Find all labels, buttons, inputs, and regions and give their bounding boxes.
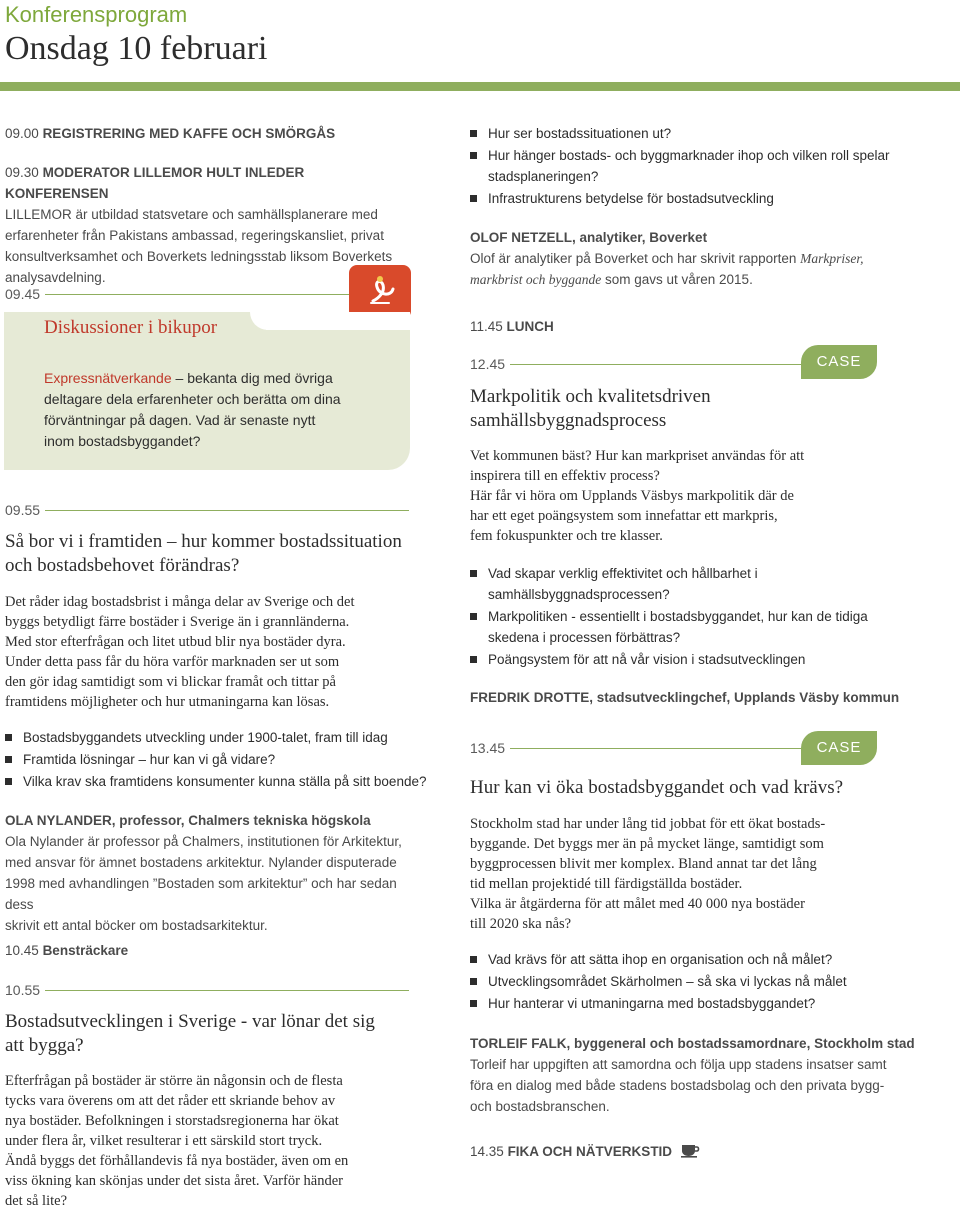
body-line: byggande. Det byggs mer än på mycket länge, samtidigt som: [470, 836, 824, 852]
bullet-text: Vad krävs för att sätta ihop en organisation och nå målet?: [488, 952, 833, 967]
item-lunch: [470, 316, 554, 337]
body-line: Under detta pass får du höra varför marknaden ser ut som: [5, 654, 340, 670]
title-line: samhällsbyggnadsprocess: [470, 410, 667, 431]
session-bullets: [470, 563, 930, 671]
body-line: det så lite?: [5, 1193, 68, 1209]
session-title: Hur kan vi öka bostadsbyggandet och vad krävs?: [470, 777, 844, 798]
title-line: att bygga?: [5, 1035, 84, 1056]
bio-text: som gavs ut våren 2015.: [601, 272, 753, 287]
bullet-square-icon: [470, 656, 477, 663]
divider-line: [510, 364, 802, 365]
text-line: – bekanta dig med övriga: [171, 370, 333, 386]
session-body: [5, 592, 425, 712]
bullet-square-icon: [470, 956, 477, 963]
bullet-text: samhällsbyggnadsprocessen?: [488, 587, 670, 602]
session-time: 13.45: [470, 740, 506, 756]
case-badge: CASE: [801, 345, 877, 379]
item-title: Bensträckare: [42, 943, 129, 958]
title-line: Bostadsutvecklingen i Sverige - var lönar det sig: [5, 1011, 375, 1032]
speaker-name: TORLEIF FALK, byggeneral och bostadssamordnare, Stockholm stad: [470, 1036, 915, 1051]
body-line: Ändå byggs det förhållandevis få nya bostäder, även om en: [5, 1153, 349, 1169]
list-item: [470, 949, 930, 970]
divider-line: [510, 748, 802, 749]
list-item: [5, 771, 435, 792]
session-bullets: [470, 949, 930, 1015]
bullet-square-icon: [470, 613, 477, 620]
session-time: 10.55: [5, 982, 41, 998]
bullet-square-icon: [470, 570, 477, 577]
item-time: 09.00: [5, 126, 39, 141]
bio-line: och bostadsbranschen.: [470, 1099, 610, 1114]
bullet-text: Vilka krav ska framtidens konsumenter kunna ställa på sitt boende?: [23, 774, 427, 789]
bullet-square-icon: [5, 756, 12, 763]
session-time: 09.55: [5, 502, 41, 518]
list-item: [5, 749, 435, 770]
speaker-bio: [470, 1054, 950, 1117]
header-divider: [0, 82, 960, 91]
item-time: 09.30: [5, 165, 39, 180]
body-line: har ett eget poängsystem som innefattar ett markpris,: [470, 508, 778, 524]
session-bullets: [5, 727, 435, 793]
bio-text: Olof är analytiker på Boverket och har skrivit rapporten: [470, 251, 801, 266]
list-item: [470, 188, 930, 209]
list-item: [470, 123, 930, 144]
item-time: 14.35: [470, 1144, 504, 1159]
body-line: den gör idag samtidigt som vi blickar framåt och tittar på: [5, 674, 336, 690]
panel-join: [250, 330, 410, 348]
body-line: Här får vi höra om Upplands Väsbys markpolitik där de: [470, 488, 794, 504]
coffee-cup-icon: [680, 1142, 702, 1158]
program-label: Konferensprogram: [5, 2, 188, 27]
bullet-square-icon: [470, 978, 477, 985]
text-line: deltagare dela erfarenheter och berätta om dina: [44, 391, 341, 407]
list-item: [470, 971, 930, 992]
bio-line: 1998 med avhandlingen ”Bostaden som arkitektur” och har sedan dess: [5, 876, 397, 912]
conference-logo-icon: [349, 265, 411, 319]
body-line: Efterfrågan på bostäder är större än någonsin och de flesta: [5, 1073, 343, 1089]
session-time: 12.45: [470, 356, 506, 372]
divider-line: [45, 294, 349, 295]
bullet-square-icon: [5, 734, 12, 741]
report-title: markbrist och byggande: [470, 272, 602, 287]
item-registration: [5, 123, 335, 144]
intro-bullets: [470, 123, 930, 210]
title-line: Markpolitik och kvalitetsdriven: [470, 386, 711, 407]
bullet-text: Hur ser bostadssituationen ut?: [488, 126, 672, 141]
list-item: [470, 606, 930, 648]
item-title: REGISTRERING MED KAFFE OCH SMÖRGÅS: [42, 126, 336, 141]
body-line: Vilka är åtgärderna för att målet med 40 000 nya bostäder: [470, 896, 805, 912]
body-line: nya bostäder. Befolkningen i storstadsregionerna har ökat: [5, 1113, 339, 1129]
bullet-text: Infrastrukturens betydelse för bostadsutveckling: [488, 191, 774, 206]
bikupor-text: [44, 368, 394, 452]
speaker-name: OLOF NETZELL, analytiker, Boverket: [470, 230, 708, 245]
speaker-name: FREDRIK DROTTE, stadsutvecklingchef, Upplands Väsby kommun: [470, 690, 900, 705]
bio-line: föra en dialog med både stadens bostadsbolag och den privata bygg-: [470, 1078, 885, 1093]
item-moderator: [5, 162, 405, 288]
bullet-square-icon: [470, 1000, 477, 1007]
body-line: inspirera till en effektiv process?: [470, 468, 660, 484]
bio-line: erfarenheter från Pakistans ambassad, regeringskansliet, privat: [5, 228, 384, 243]
text-line: förväntningar på dagen. Vad är senaste nytt: [44, 412, 316, 428]
body-line: Med stor efterfrågan och litet utbud blir nya bostäder dyra.: [5, 634, 346, 650]
body-line: byggprocessen blivit mer komplex. Bland annat tar det lång: [470, 856, 817, 872]
bullet-text: stadsplaneringen?: [488, 169, 599, 184]
divider-line: [45, 510, 409, 511]
highlight-term: Expressnätverkande: [44, 370, 172, 386]
session-body: [470, 446, 930, 546]
body-line: byggs betydligt färre bostäder i Sverige än i grannländerna.: [5, 614, 350, 630]
bullet-text: Markpolitiken - essentiellt i bostadsbyggandet, hur kan de tidiga: [488, 609, 868, 624]
bio-line: Torleif har uppgiften att samordna och följa upp stadens insatser samt: [470, 1057, 887, 1072]
text-line: inom bostadsbyggandet?: [44, 433, 201, 449]
list-item: [470, 145, 930, 187]
panel-join-mask: [250, 312, 410, 330]
list-item: [5, 727, 435, 748]
body-line: Vet kommunen bäst? Hur kan markpriset användas för att: [470, 448, 805, 464]
case-badge: CASE: [801, 731, 877, 765]
bullet-text: Vad skapar verklig effektivitet och hållbarhet i: [488, 566, 758, 581]
page-title: Onsdag 10 februari: [5, 30, 268, 67]
bullet-text: Framtida lösningar – hur kan vi gå vidare?: [23, 752, 276, 767]
session-body: [470, 814, 940, 934]
bio-line: konsultverksamhet och Boverkets ledningsstab liksom Boverkets: [5, 249, 393, 264]
speaker-name: OLA NYLANDER, professor, Chalmers tekniska högskola: [5, 813, 371, 828]
item-title: LUNCH: [506, 319, 554, 334]
bullet-square-icon: [470, 152, 477, 159]
bullet-text: Bostadsbyggandets utveckling under 1900-talet, fram till idag: [23, 730, 388, 745]
bullet-square-icon: [470, 195, 477, 202]
body-line: viss ökning kan skönjas under det sista året. Varför händer: [5, 1173, 343, 1189]
body-line: under flera år, vilket resulterar i ett särskild stort tryck.: [5, 1133, 323, 1149]
item-time: 11.45: [470, 319, 503, 334]
item-time: 10.45: [5, 943, 39, 958]
moderator-bio: [5, 204, 405, 288]
bullet-text: skedena i processen förbättras?: [488, 630, 681, 645]
bio-line: analysavdelning.: [5, 270, 106, 285]
item-fika: [470, 1141, 702, 1162]
bio-line: LILLEMOR är utbildad statsvetare och samhällsplanerare med: [5, 207, 378, 222]
bio-line: med ansvar för ämnet bostadens arkitektur. Nylander disputerade: [5, 855, 397, 870]
body-line: framtidens möjligheter och hur utmaningarna kan lösas.: [5, 694, 330, 710]
session-title: [470, 385, 930, 433]
body-line: fem fokuspunkter och tre klasser.: [470, 528, 663, 544]
body-line: tycks vara överens om att det råder ett skriande behov av: [5, 1093, 336, 1109]
bullet-square-icon: [5, 778, 12, 785]
bullet-text: Utvecklingsområdet Skärholmen – så ska vi lyckas nå målet: [488, 974, 847, 989]
conference-logo: [349, 265, 411, 319]
bullet-text: Hur hänger bostads- och byggmarknader ihop och vilken roll spelar: [488, 148, 890, 163]
bullet-text: Hur hanterar vi utmaningarna med bostadsbyggandet?: [488, 996, 816, 1011]
bio-line: skrivit ett antal böcker om bostadsarkitektur.: [5, 918, 268, 933]
item-break: [5, 940, 128, 961]
bikupor-time: 09.45: [5, 286, 41, 302]
speaker-bio: [5, 831, 425, 936]
item-title: FIKA OCH NÄTVERKSTID: [507, 1144, 673, 1159]
title-line: Så bor vi i framtiden – hur kommer bostadssituation: [5, 531, 402, 552]
report-title: Markpriser,: [800, 251, 864, 266]
bio-line: Ola Nylander är professor på Chalmers, institutionen för Arkitektur,: [5, 834, 402, 849]
bullet-square-icon: [470, 130, 477, 137]
body-line: till 2020 ska nås?: [470, 916, 572, 932]
list-item: [470, 993, 930, 1014]
bullet-text: Poängsystem för att nå vår vision i stadsutvecklingen: [488, 652, 806, 667]
body-line: Stockholm stad har under lång tid jobbat för ett ökat bostads-: [470, 816, 826, 832]
list-item: [470, 563, 930, 605]
title-line: och bostadsbehovet förändras?: [5, 555, 240, 576]
divider-line: [45, 990, 409, 991]
body-line: tid mellan projektidé till färdigställda bostäder.: [470, 876, 743, 892]
session-title: [5, 530, 425, 578]
session-body: [5, 1071, 425, 1211]
body-line: Det råder idag bostadsbrist i många delar av Sverige och det: [5, 594, 355, 610]
item-title: MODERATOR LILLEMOR HULT INLEDER KONFERENSEN: [5, 165, 305, 201]
session-title: [5, 1010, 425, 1058]
bikupor-title: Diskussioner i bikupor: [44, 317, 218, 338]
speaker-bio: [470, 248, 940, 290]
list-item: [470, 649, 930, 670]
